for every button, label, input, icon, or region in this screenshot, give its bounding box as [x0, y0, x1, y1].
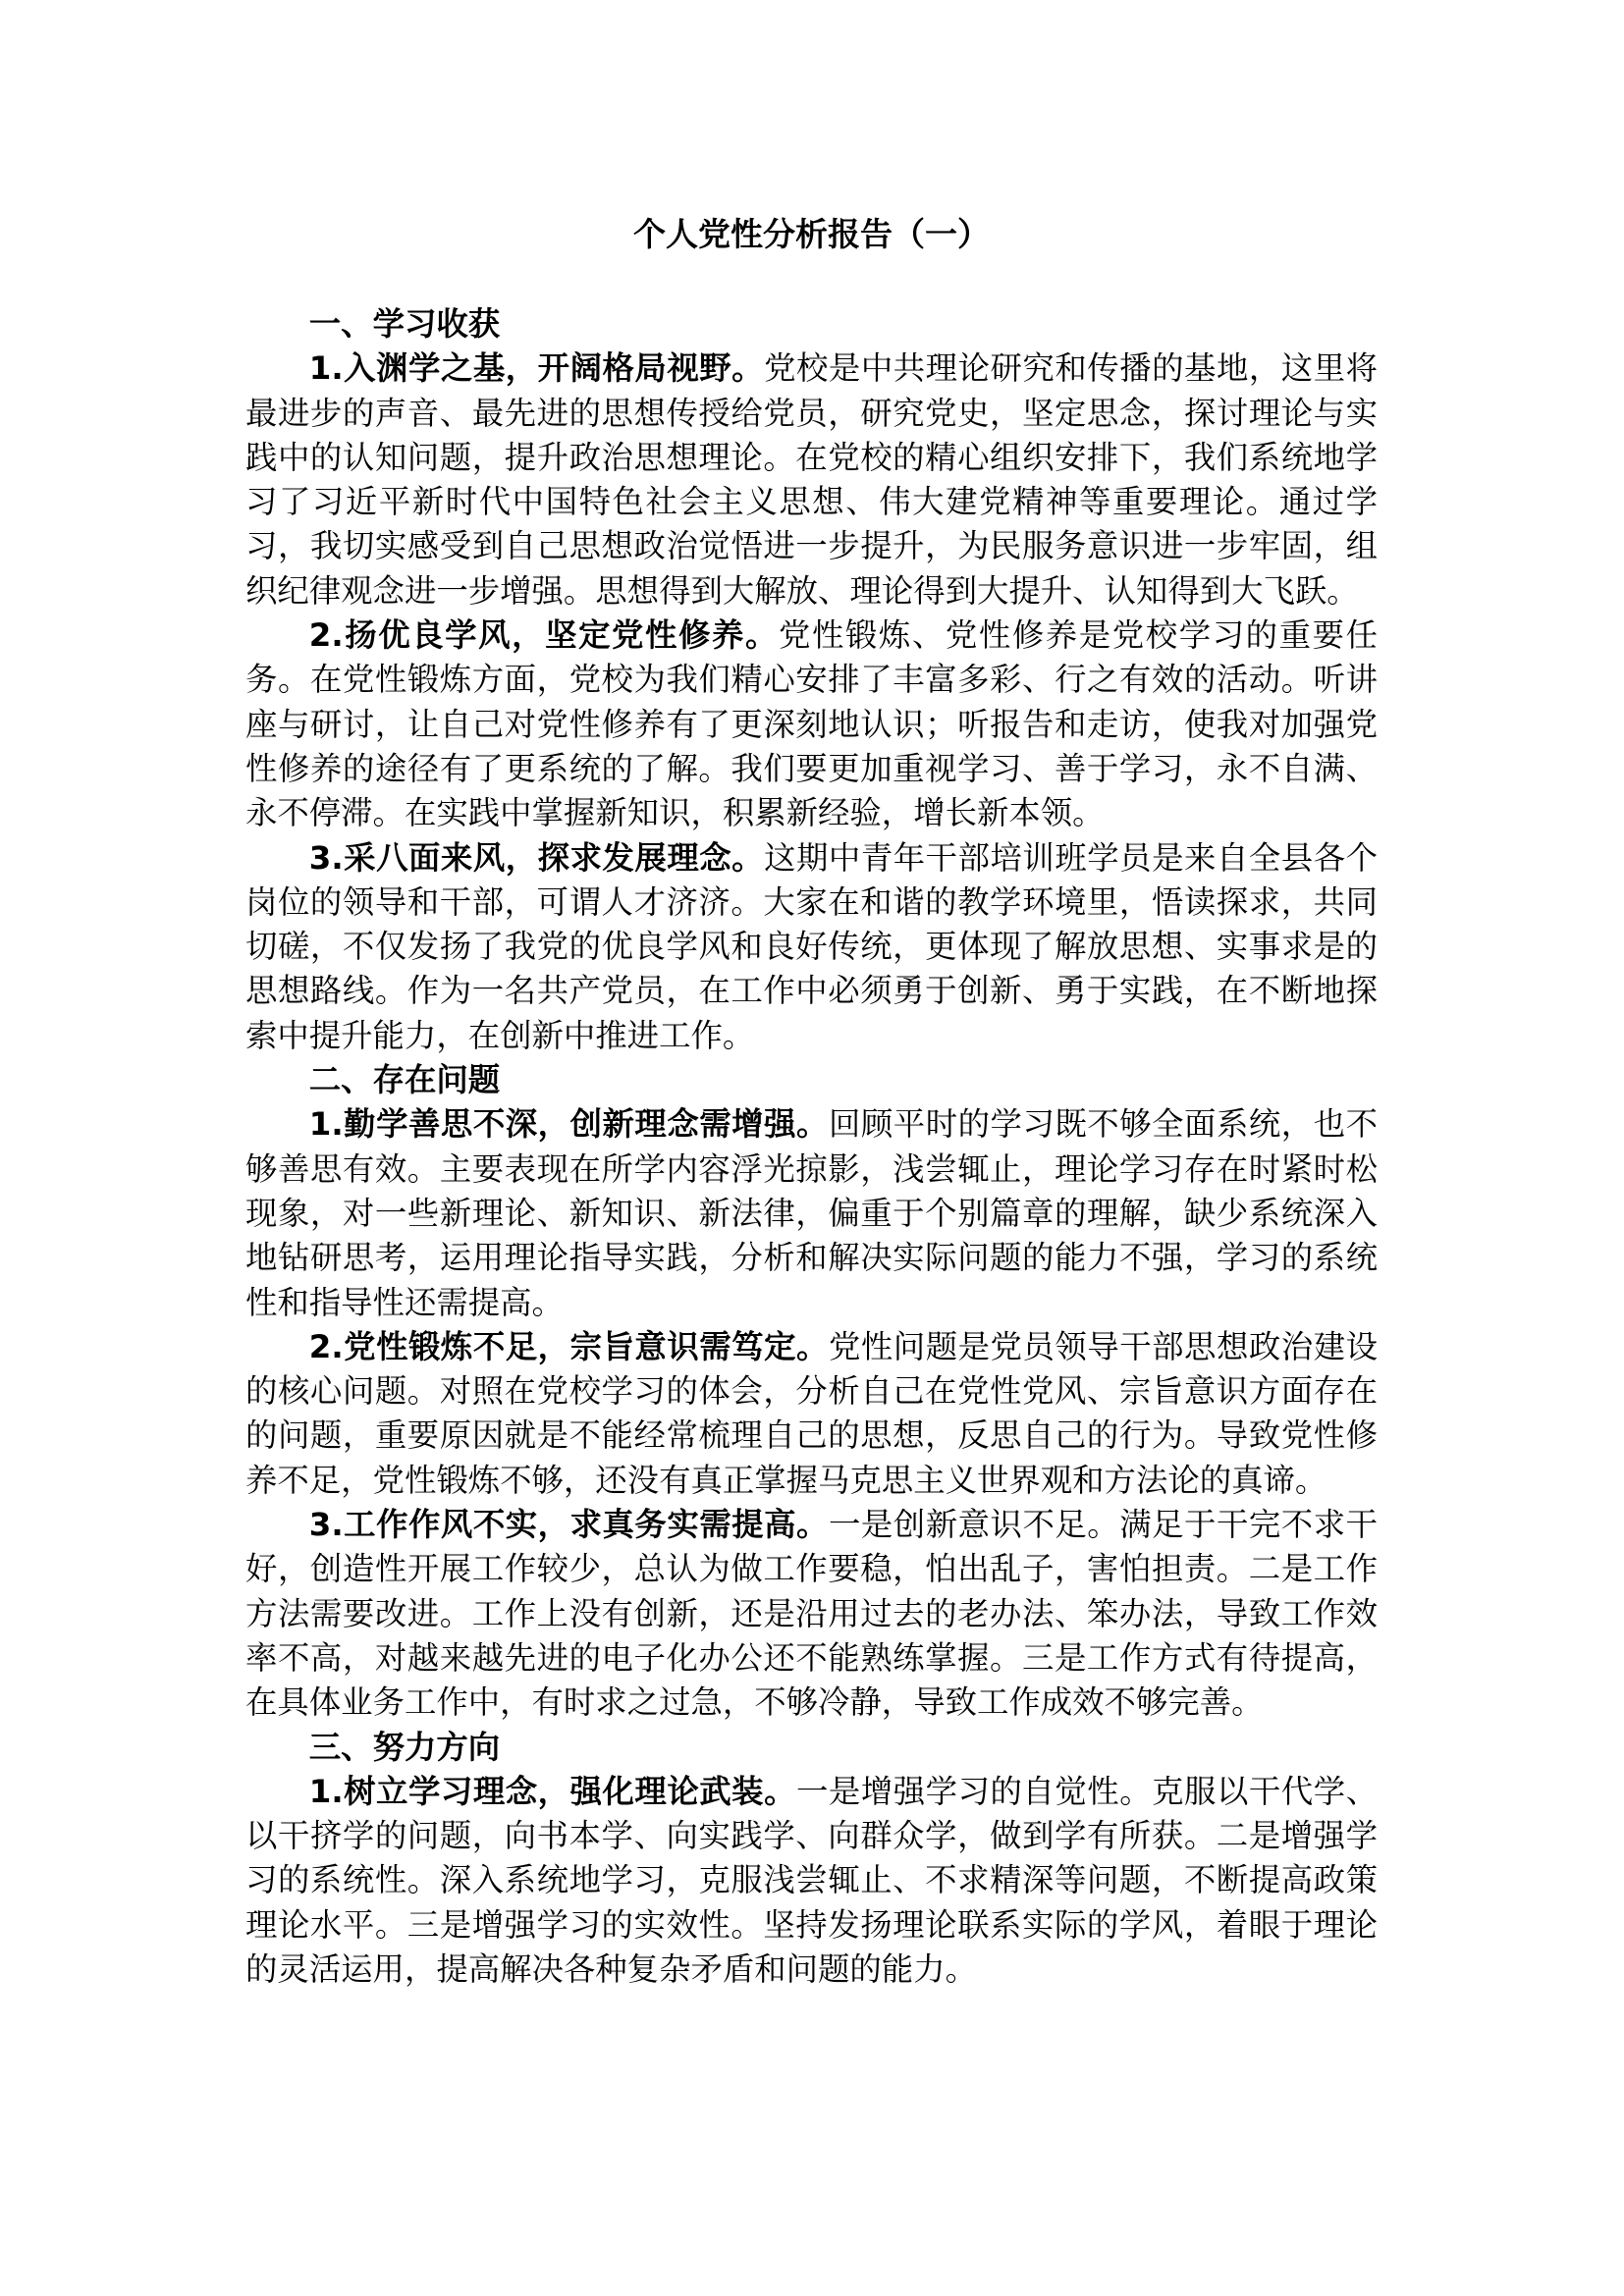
paragraph-1-1 [245, 347, 1378, 614]
paragraph-lead: 1.勤学善思不深，创新理念需增强。 [308, 1105, 829, 1144]
paragraph-text: 这期中青年干部培训班学员是来自全县各个岗位的领导和干部，可谓人才济济。大家在和谐的教学环境里，悟读探求，共同切磋，不仅发扬了我党的优良学风和良好传统，更体现了解放思想、实事求是的思想路线。作为一名共产党员，在工作中必须勇于创新、勇于实践，在不断地探索中提升能力，在创新中推进工作。 [245, 838, 1378, 1054]
paragraph-text: 党校是中共理论研究和传播的基地，这里将最进步的声音、最先进的思想传授给党员，研究党史，坚定思念，探讨理论与实践中的认知问题，提升政治思想理论。在党校的精心组织安排下，我们系统地学习了习近平新时代中国特色社会主义思想、伟大建党精神等重要理论。通过学习，我切实感受到自己思想政治觉悟进一步提升，为民服务意识进一步牢固，组织纪律观念进一步增强。思想得到大解放、理论得到大提升、认知得到大飞跃。 [245, 349, 1378, 610]
paragraph-2-2 [245, 1325, 1378, 1503]
paragraph-2-3 [245, 1503, 1378, 1725]
paragraph-lead: 2.扬优良学风，坚定党性修养。 [308, 616, 779, 655]
paragraph-text: 一是增强学习的自觉性。克服以干代学、以干挤学的问题，向书本学、向实践学、向群众学，做到学有所获。二是增强学习的系统性。深入系统地学习，克服浅尝辄止、不求精深等问题，不断提高政策理论水平。三是增强学习的实效性。坚持发扬理论联系实际的学风，着眼于理论的灵活运用，提高解决各种复杂矛盾和问题的能力。 [245, 1772, 1379, 1988]
document-body [245, 302, 1378, 1992]
document-title: 个人党性分析报告（一） [633, 215, 990, 253]
paragraph-lead: 2.党性锻炼不足，宗旨意识需笃定。 [308, 1327, 829, 1365]
paragraph-text: 一是创新意识不足。满足于干完不求干好，创造性开展工作较少，总认为做工作要稳，怕出乱子，害怕担责。二是工作方法需要改进。工作上没有创新，还是沿用过去的老办法、笨办法，导致工作效率不高，对越来越先进的电子化办公还不能熟练掌握。三是工作方式有待提高，在具体业务工作中，有时求之过急，不够冷静，导致工作成效不够完善。 [245, 1506, 1379, 1722]
paragraph-lead: 1.树立学习理念，强化理论武装。 [308, 1772, 797, 1810]
paragraph-1-2 [245, 614, 1378, 835]
paragraph-text: 回顾平时的学习既不够全面系统，也不够善思有效。主要表现在所学内容浮光掠影，浅尝辄止，理论学习存在时紧时松现象，对一些新理论、新知识、新法律，偏重于个别篇章的理解，缺少系统深入地钻研思考，运用理论指导实践，分析和解决实际问题的能力不强，学习的系统性和指导性还需提高。 [245, 1105, 1379, 1321]
paragraph-text: 党性问题是党员领导干部思想政治建设的核心问题。对照在党校学习的体会，分析自己在党性党风、宗旨意识方面存在的问题，重要原因就是不能经常梳理自己的思想，反思自己的行为。导致党性修养不足，党性锻炼不够，还没有真正掌握马克思主义世界观和方法论的真谛。 [245, 1327, 1379, 1499]
section-heading-1: 一、学习收获 [308, 305, 501, 343]
paragraph-2-1 [245, 1102, 1378, 1324]
document-page [245, 210, 1378, 1992]
paragraph-lead: 1.入渊学之基，开阔格局视野。 [308, 349, 765, 388]
section-heading-2: 二、存在问题 [308, 1061, 501, 1099]
paragraph-text: 党性锻炼、党性修养是党校学习的重要任务。在党性锻炼方面，党校为我们精心安排了丰富多彩、行之有效的活动。听讲座与研讨，让自己对党性修养有了更深刻地认识；听报告和走访，使我对加强党性修养的途径有了更系统的了解。我们要更加重视学习、善于学习，永不自满、永不停滞。在实践中掌握新知识，积累新经验，增长新本领。 [245, 616, 1379, 832]
paragraph-lead: 3.采八面来风，探求发展理念。 [308, 838, 765, 877]
paragraph-lead: 3.工作作风不实，求真务实需提高。 [308, 1506, 829, 1544]
section-heading-3: 三、努力方向 [308, 1728, 501, 1766]
paragraph-1-3 [245, 836, 1378, 1058]
paragraph-3-1 [245, 1770, 1378, 1992]
